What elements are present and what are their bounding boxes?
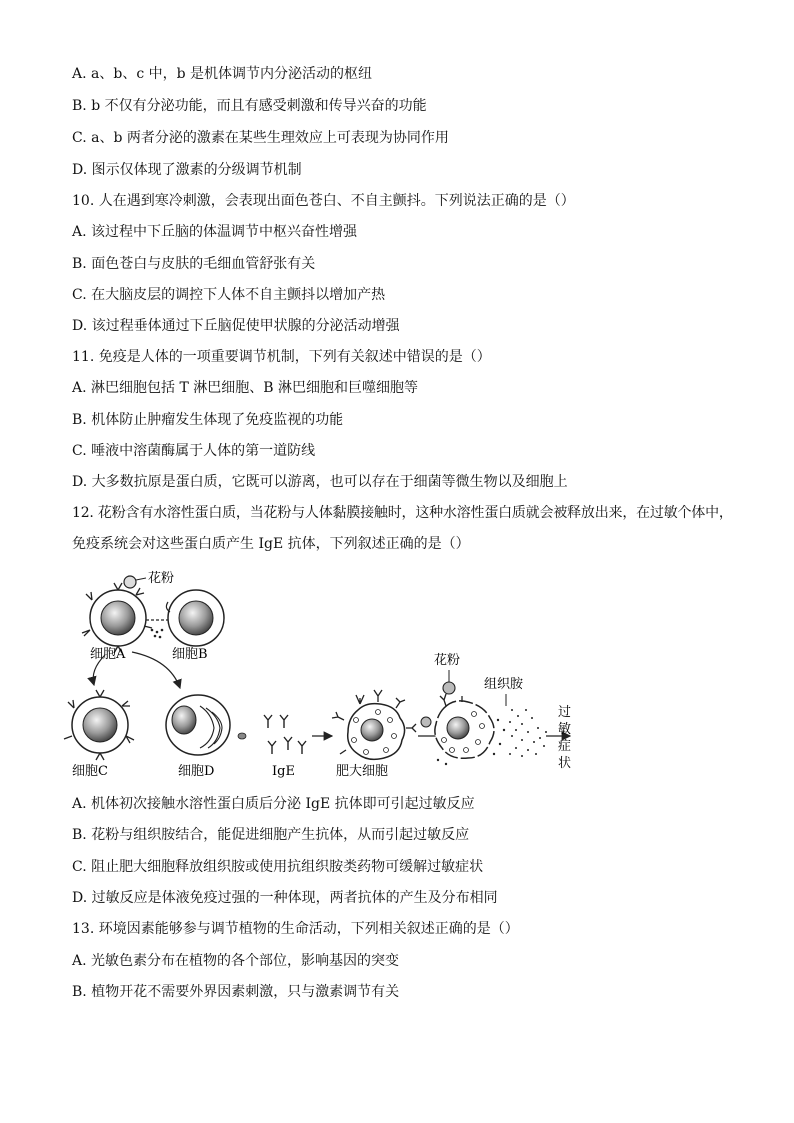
histamine-particles xyxy=(509,709,547,757)
ige-antibodies xyxy=(264,715,306,754)
cell-a-label: 细胞A xyxy=(90,647,126,662)
ige-label: IgE xyxy=(272,764,295,779)
q12-option-b: B. 花粉与组织胺结合，能促进细胞产生抗体，从而引起过敏反应 xyxy=(72,827,470,843)
q11-option-d: D. 大多数抗原是蛋白质，它既可以游离，也可以存在于细菌等微生物以及细胞上 xyxy=(72,474,568,490)
q13-option-a: A. 光敏色素分布在植物的各个部位，影响基因的突变 xyxy=(72,953,400,969)
q12-option-d: D. 过敏反应是体液免疫过强的一种体现，两者抗体的产生及分布相同 xyxy=(72,890,498,906)
cell-a xyxy=(82,583,152,653)
histamine-label: 组织胺 xyxy=(484,677,524,692)
q11-option-a: A. 淋巴细胞包括 T 淋巴细胞、B 淋巴细胞和巨噬细胞等 xyxy=(72,380,418,396)
q11-option-c: C. 唾液中溶菌酶属于人体的第一道防线 xyxy=(72,443,316,459)
allergy-figure xyxy=(60,560,620,785)
q13-stem: 13. 环境因素能够参与调节植物的生命活动，下列相关叙述正确的是（） xyxy=(72,921,519,937)
pollen-grain xyxy=(124,576,146,588)
q12-option-c: C. 阻止肥大细胞释放组织胺或使用抗组织胺类药物可缓解过敏症状 xyxy=(72,859,484,875)
q9-option-b: B. b 不仅有分泌功能，而且有感受刺激和传导兴奋的功能 xyxy=(72,98,427,114)
cell-c-label: 细胞C xyxy=(72,764,108,779)
q10-option-d: D. 该过程垂体通过下丘脑促使甲状腺的分泌活动增强 xyxy=(72,318,400,334)
q9-option-d: D. 图示仅体现了激素的分级调节机制 xyxy=(72,162,302,178)
pollen-label: 花粉 xyxy=(148,571,175,586)
allergy-char-1: 过 xyxy=(558,705,572,720)
q10-option-a: A. 该过程中下丘脑的体温调节中枢兴奋性增强 xyxy=(72,224,358,240)
degranulating-mast-cell xyxy=(435,694,505,765)
allergy-char-3: 症 xyxy=(558,739,572,754)
q11-option-b: B. 机体防止肿瘤发生体现了免疫监视的功能 xyxy=(72,412,344,428)
cell-c xyxy=(64,690,134,760)
q9-option-c: C. a、b 两者分泌的激素在某些生理效应上可表现为协同作用 xyxy=(72,130,449,146)
q12-stem-line1: 12. 花粉含有水溶性蛋白质，当花粉与人体黏膜接触时，这种水溶性蛋白质就会被释放出来，在过敏个体中， xyxy=(72,505,733,521)
q10-option-b: B. 面色苍白与皮肤的毛细血管舒张有关 xyxy=(72,256,316,272)
cell-b xyxy=(166,590,224,646)
cell-d-label: 细胞D xyxy=(178,764,215,779)
q13-option-b: B. 植物开花不需要外界因素刺激，只与激素调节有关 xyxy=(72,984,400,1000)
pollen2-label: 花粉 xyxy=(434,653,461,668)
q10-option-c: C. 在大脑皮层的调控下人体不自主颤抖以增加产热 xyxy=(72,287,386,303)
q9-option-a: A. a、b、c 中，b 是机体调节内分泌活动的枢纽 xyxy=(72,66,373,82)
q10-stem: 10. 人在遇到寒冷刺激，会表现出面色苍白、不自主颤抖。下列说法正确的是（） xyxy=(72,193,575,209)
cell-b-label: 细胞B xyxy=(172,647,208,662)
q12-option-a: A. 机体初次接触水溶性蛋白质后分泌 IgE 抗体即可引起过敏反应 xyxy=(72,796,475,812)
q12-stem-line2: 免疫系统会对这些蛋白质产生 IgE 抗体，下列叙述正确的是（） xyxy=(72,536,470,552)
mast-cell-label: 肥大细胞 xyxy=(336,764,389,779)
mast-cell xyxy=(332,690,416,759)
q11-stem: 11. 免疫是人体的一项重要调节机制，下列有关叙述中错误的是（） xyxy=(72,349,491,365)
cell-d xyxy=(166,695,246,755)
allergy-char-4: 状 xyxy=(558,756,572,771)
allergy-char-2: 敏 xyxy=(558,722,572,737)
